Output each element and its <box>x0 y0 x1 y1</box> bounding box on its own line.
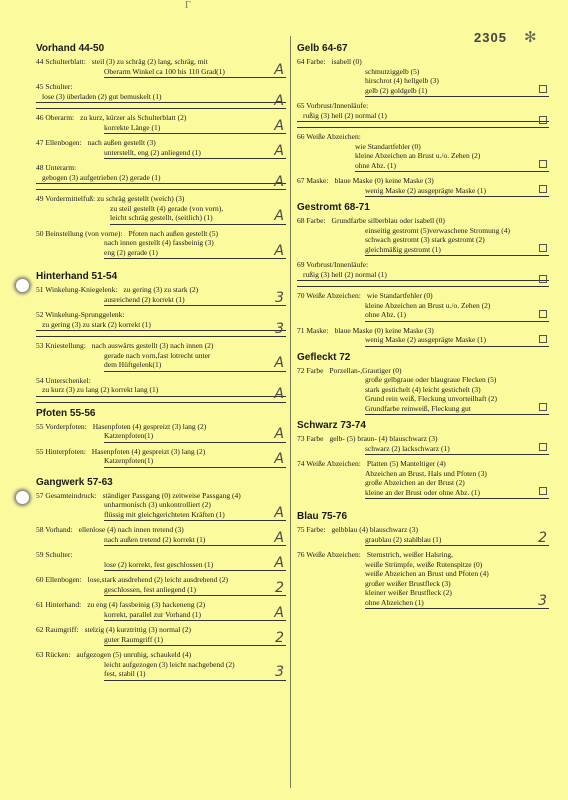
handwritten-score: A <box>274 117 284 134</box>
option-text: gelb- (5) braun- (4) blauschwarz (3) <box>329 434 438 443</box>
option-text: aufgezogen (5) unruhig, schaukeld (4) <box>76 650 192 659</box>
left-column <box>36 38 286 685</box>
option-text: wie Standartfehler (0) <box>366 291 433 300</box>
handwritten-score: A <box>274 355 284 371</box>
criterion-label: 58 Vorhand: <box>36 525 73 534</box>
score-checkbox[interactable] <box>539 443 547 451</box>
option-text: Grund rein weiß, Fleckung unvorteilhaft (2) <box>365 394 498 403</box>
option-text: flüssig mit gleichgerichteten Kräften (1) <box>104 510 286 522</box>
option-text: gebogen (3) aufgetrieben (2) gerade (1) <box>36 173 286 185</box>
section-gangwerk: Gangwerk 57-63 <box>36 476 113 488</box>
option-text: Platten (5) Manteltiger (4) <box>366 459 446 468</box>
item-50 <box>36 229 286 260</box>
score-checkbox[interactable] <box>539 160 547 168</box>
item-66 <box>297 132 549 172</box>
handwritten-score: 2 <box>275 629 284 646</box>
item-57 <box>36 491 286 522</box>
asterisk-icon: ✻ <box>524 30 537 46</box>
handwritten-score: 3 <box>275 320 284 337</box>
option-text: leicht aufgezogen (3) leicht nachgebend (2) <box>104 659 235 669</box>
option-text: schmutziggelb (5) <box>365 66 420 76</box>
handwritten-score: A <box>274 142 284 159</box>
option-text: kleine Abzeichen an Brust u./o. Zehen (2) <box>365 300 491 310</box>
criterion-label: 73 Farbe <box>297 434 324 443</box>
handwritten-score: A <box>274 242 284 259</box>
criterion-label: 69 Vorbrust/Innenläufe: <box>297 260 369 269</box>
item-51 <box>36 285 286 306</box>
option-text: lose,stark ausdrehend (2) leicht ausdrehend (2) <box>87 575 228 584</box>
score-checkbox[interactable] <box>539 310 547 318</box>
punch-hole-lower <box>16 491 29 504</box>
criterion-label: 65 Vorbrust/Innenläufe: <box>297 101 369 110</box>
option-text: rußig (3) hell (2) normal (1) <box>297 111 549 123</box>
option-text: Hasenpfoten (4) gespreizt (3) lang (2) <box>91 446 206 456</box>
option-text: zu steil gestellt (4) gerade (von vorn), <box>110 203 224 213</box>
section-pfoten: Pfoten 55-56 <box>36 407 96 419</box>
criterion-label: 75 Farbe: <box>297 525 326 534</box>
item-56 <box>36 447 286 468</box>
criterion-label: 50 Beinstellung (von vorne): <box>36 228 123 238</box>
option-text: guter Raumgriff (1) <box>104 635 286 647</box>
option-text: kleine Abzeichen an Brust u./o. Zehen (2) <box>355 151 481 160</box>
criterion-label: 63 Rücken: <box>36 650 71 659</box>
option-text: Grundfarbe silberblau oder isabell (0) <box>331 216 445 225</box>
handwritten-score: 2 <box>538 529 547 546</box>
option-text: fest, stabil (1) <box>104 669 286 681</box>
criterion-label: 67 Maske: <box>297 176 329 185</box>
criterion-label: 68 Farbe: <box>297 216 326 225</box>
handwritten-score: A <box>274 604 284 621</box>
option-text: hirschrot (4) hellgelb (3) <box>365 76 439 85</box>
option-text: wenig Maske (2) ausgeprägte Maske (1) <box>365 335 549 347</box>
item-49 <box>36 194 286 225</box>
handwritten-score: A <box>274 386 284 402</box>
option-text: zu kurz (3) zu lang (2) korrekt lang (1) <box>36 385 286 397</box>
option-text: unharmonisch (3) unkontrolliert (2) <box>104 500 211 509</box>
handwritten-score: 3 <box>275 664 284 680</box>
criterion-label: 48 Unterarm: <box>36 163 77 172</box>
option-text: lose (3) überladen (2) gut bemuskelt (1) <box>36 92 286 104</box>
item-69 <box>297 260 549 287</box>
item-55 <box>36 422 286 443</box>
criterion-label: 74 Weiße Abzeichen: <box>297 459 361 468</box>
option-text: große gelbgraue oder blaugraue Flecken (5) <box>365 375 497 384</box>
handwritten-score: A <box>274 529 284 546</box>
criterion-label: 55 Vorderpfoten: <box>36 421 87 431</box>
option-text: korrekte Länge (1) <box>104 123 286 135</box>
criterion-label: 46 Oberarm: <box>36 113 75 122</box>
handwritten-score: A <box>274 208 284 224</box>
option-text: schwach gestromt (3) stark gestromt (2) <box>365 235 485 244</box>
option-text: lose (2) korrekt, fest geschlossen (1) <box>104 560 286 572</box>
score-checkbox[interactable] <box>539 335 547 343</box>
option-text: weiße Abzeichen an Brust und Pfoten (4) <box>365 569 489 578</box>
option-text: ausreichend (2) korrekt (1) <box>104 295 286 307</box>
option-text: wenig Maske (2) ausgeprägte Maske (1) <box>365 186 549 198</box>
criterion-label: 53 Kniestellung: <box>36 341 86 350</box>
option-text: Katzenpfoten(1) <box>104 456 286 468</box>
criterion-label: 72 Farbe <box>297 365 324 375</box>
criterion-label: 62 Raumgriff: <box>36 625 79 634</box>
option-text: rußig (3) hell (2) normal (1) <box>297 270 549 282</box>
item-61 <box>36 600 286 621</box>
option-text: dem Hüftgelenk(1) <box>104 360 286 372</box>
option-text: steil (3) zu schräg (2) lang, schräg, mit <box>91 57 208 66</box>
section-gefleckt: Gefleckt 72 <box>297 351 351 363</box>
score-checkbox[interactable] <box>539 116 547 124</box>
item-71 <box>297 326 549 347</box>
option-text: kleine an der Brust oder ohne Abz. (1) <box>365 488 549 500</box>
right-column <box>297 38 549 613</box>
option-text: stark gestichelt (4) leicht gestichelt (3) <box>365 384 481 394</box>
option-text: eng (2) gerade (1) <box>104 248 286 260</box>
criterion-label: 76 Weiße Abzeichen: <box>297 550 361 559</box>
criterion-label: 47 Ellenbogen: <box>36 138 82 147</box>
section-schwarz: Schwarz 73-74 <box>297 420 366 431</box>
option-text: graublau (2) stahlblau (1) <box>365 535 549 547</box>
option-text: gleichmäßig gestromt (1) <box>365 245 549 257</box>
column-divider <box>290 36 291 788</box>
handwritten-score: A <box>274 61 284 78</box>
option-text: zu gering (3) zu stark (2) korrekt (1) <box>36 320 286 332</box>
option-text: ellenlose (4) nach innen tretend (3) <box>78 525 184 534</box>
section-gelb: Gelb 64-67 <box>297 43 348 54</box>
handwritten-score: A <box>274 92 284 109</box>
handwritten-score: A <box>274 451 284 467</box>
criterion-label: 54 Unterschenkel: <box>36 375 91 385</box>
option-text: nach außen gestellt (3) <box>87 138 156 147</box>
item-48 <box>36 163 286 190</box>
option-text: schwarz (2) lackschwarz (1) <box>365 444 549 456</box>
option-text: nach außen tretend (2) korrekt (1) <box>104 535 286 547</box>
item-58 <box>36 525 286 546</box>
score-checkbox[interactable] <box>539 487 547 495</box>
option-text: gelb (2) goldgelb (1) <box>365 86 549 98</box>
criterion-label: 49 Vordermittelfuß: zu schräg gestellt (weich) (3) <box>36 194 185 203</box>
handwritten-score: A <box>274 554 284 571</box>
option-text: zu kurz, kürzer als Schulterblatt (2) <box>80 113 187 122</box>
top-tick-mark: Γ <box>185 0 191 11</box>
item-68 <box>297 216 549 256</box>
option-text: geschlossen, fest anliegend (1) <box>104 585 286 597</box>
option-text: blaue Maske (0) keine Maske (3) <box>334 325 434 335</box>
item-64 <box>297 57 549 97</box>
option-text: isabell (0) <box>331 57 362 66</box>
option-text: wie Standartfehler (0) <box>355 141 421 151</box>
item-67 <box>297 176 549 197</box>
handwritten-score: 2 <box>275 579 284 596</box>
item-65 <box>297 101 549 128</box>
option-text: blaue Maske (0) keine Maske (3) <box>334 176 434 185</box>
option-text: zu gering (3) zu stark (2) <box>123 285 199 294</box>
item-44 <box>36 57 286 78</box>
option-text: unterstellt, eng (2) anliegend (1) <box>104 148 286 160</box>
option-text: große Abzeichen an der Brust (2) <box>365 478 465 487</box>
option-text: Pfoten nach außen gestellt (5) <box>128 228 219 238</box>
option-text: nach innen gestellt (4) fassbeinig (3) <box>104 238 214 247</box>
document-number: 2305 <box>474 30 507 45</box>
option-text: kleiner weißer Brustfleck (2) <box>365 588 452 597</box>
item-53 <box>36 341 286 372</box>
punch-hole-upper <box>16 279 29 292</box>
item-54 <box>36 376 286 403</box>
section-hinterhand: Hinterhand 51-54 <box>36 271 118 282</box>
item-52 <box>36 310 286 337</box>
option-text: leicht schräg gestellt, (seitlich) (1) <box>110 213 286 225</box>
option-text: großer weißer Brustfleck (3) <box>365 578 451 588</box>
option-text: nach auswärts gestellt (3) nach innen (2) <box>91 341 214 350</box>
item-72 <box>297 366 549 416</box>
handwritten-score: A <box>274 173 284 190</box>
handwritten-score: A <box>274 504 284 521</box>
handwritten-score: 3 <box>538 592 547 609</box>
option-text: einseitig gestromt (5)verwaschene Stromung (4) <box>365 225 510 235</box>
option-text: Porzellan-,Grautiger (0) <box>329 365 402 375</box>
option-text <box>72 550 78 560</box>
option-text: Katzenpfoten(1) <box>104 431 286 443</box>
item-63 <box>36 650 286 681</box>
item-74 <box>297 459 549 499</box>
score-checkbox[interactable] <box>539 244 547 252</box>
criterion-label: 44 Schulterblatt: <box>36 57 86 66</box>
option-text: stelzig (4) kurztrittig (3) normal (2) <box>84 625 192 634</box>
section-gestromt: Gestromt 68-71 <box>297 202 370 213</box>
criterion-label: 55 Hinterpfoten: <box>36 446 86 456</box>
item-75 <box>297 525 549 546</box>
option-text: Sternstrich, weißer Halsring, <box>366 550 454 559</box>
criterion-label: 45 Schulter: <box>36 82 73 91</box>
score-checkbox[interactable] <box>539 185 547 193</box>
item-62 <box>36 625 286 646</box>
section-vorhand: Vorhand 44-50 <box>36 43 105 54</box>
criterion-label: 61 Hinterhand: <box>36 600 82 609</box>
score-checkbox[interactable] <box>539 85 547 93</box>
option-text: weiße Strümpfe, weiße Rutenspitze (0) <box>365 559 483 569</box>
section-blau: Blau 75-76 <box>297 511 348 522</box>
option-text: ohne Abz. (1) <box>355 161 549 173</box>
item-76 <box>297 550 549 609</box>
option-text: Oberarm Winkel ca 100 bis 110 Grad(1) <box>104 67 286 79</box>
criterion-label: 66 Weiße Abzeichen: <box>297 132 361 141</box>
criterion-label: 57 Gesamteindruck: <box>36 490 97 500</box>
item-45 <box>36 82 286 109</box>
handwritten-score: 3 <box>275 289 284 306</box>
criterion-label: 71 Maske: <box>297 325 329 335</box>
item-70 <box>297 291 549 322</box>
option-text: Grundfarbe reinweiß, Fleckung gut <box>365 404 549 416</box>
option-text: gelbblau (4) blauschwarz (3) <box>331 525 418 534</box>
option-text: Abzeichen an Brust, Hals und Pfoten (3) <box>365 468 487 478</box>
item-60 <box>36 575 286 596</box>
item-73 <box>297 434 549 455</box>
criterion-label: 64 Farbe: <box>297 57 326 66</box>
option-text: ohne Abzeichen (1) <box>365 598 549 610</box>
criterion-label: 70 Weiße Abzeichen: <box>297 291 361 300</box>
option-text: ohne Abz. (1) <box>365 310 549 322</box>
criterion-label: 52 Winkelung-Sprunggelenk: <box>36 310 125 319</box>
handwritten-score: A <box>274 426 284 442</box>
option-text: Hasenpfoten (4) gespreizt (3) lang (2) <box>92 421 207 431</box>
option-text: zu eng (4) fassbeinig (3) hackeneng (2) <box>87 600 206 609</box>
option-text: korrekt, parallel zur Vorhand (1) <box>104 610 286 622</box>
item-59 <box>36 550 286 571</box>
option-text: ständiger Passgang (0) zeitweise Passgang (4) <box>102 490 241 500</box>
criterion-label: 51 Winkelung-Kniegelenk: <box>36 285 118 294</box>
criterion-label: 60 Ellenbogen: <box>36 575 82 584</box>
option-text: gerade nach vorn,fast lotrecht unter <box>104 350 211 360</box>
item-47 <box>36 138 286 159</box>
score-checkbox[interactable] <box>539 403 547 411</box>
score-checkbox[interactable] <box>539 275 547 283</box>
criterion-label: 59 Schulter: <box>36 550 73 559</box>
item-46 <box>36 113 286 134</box>
